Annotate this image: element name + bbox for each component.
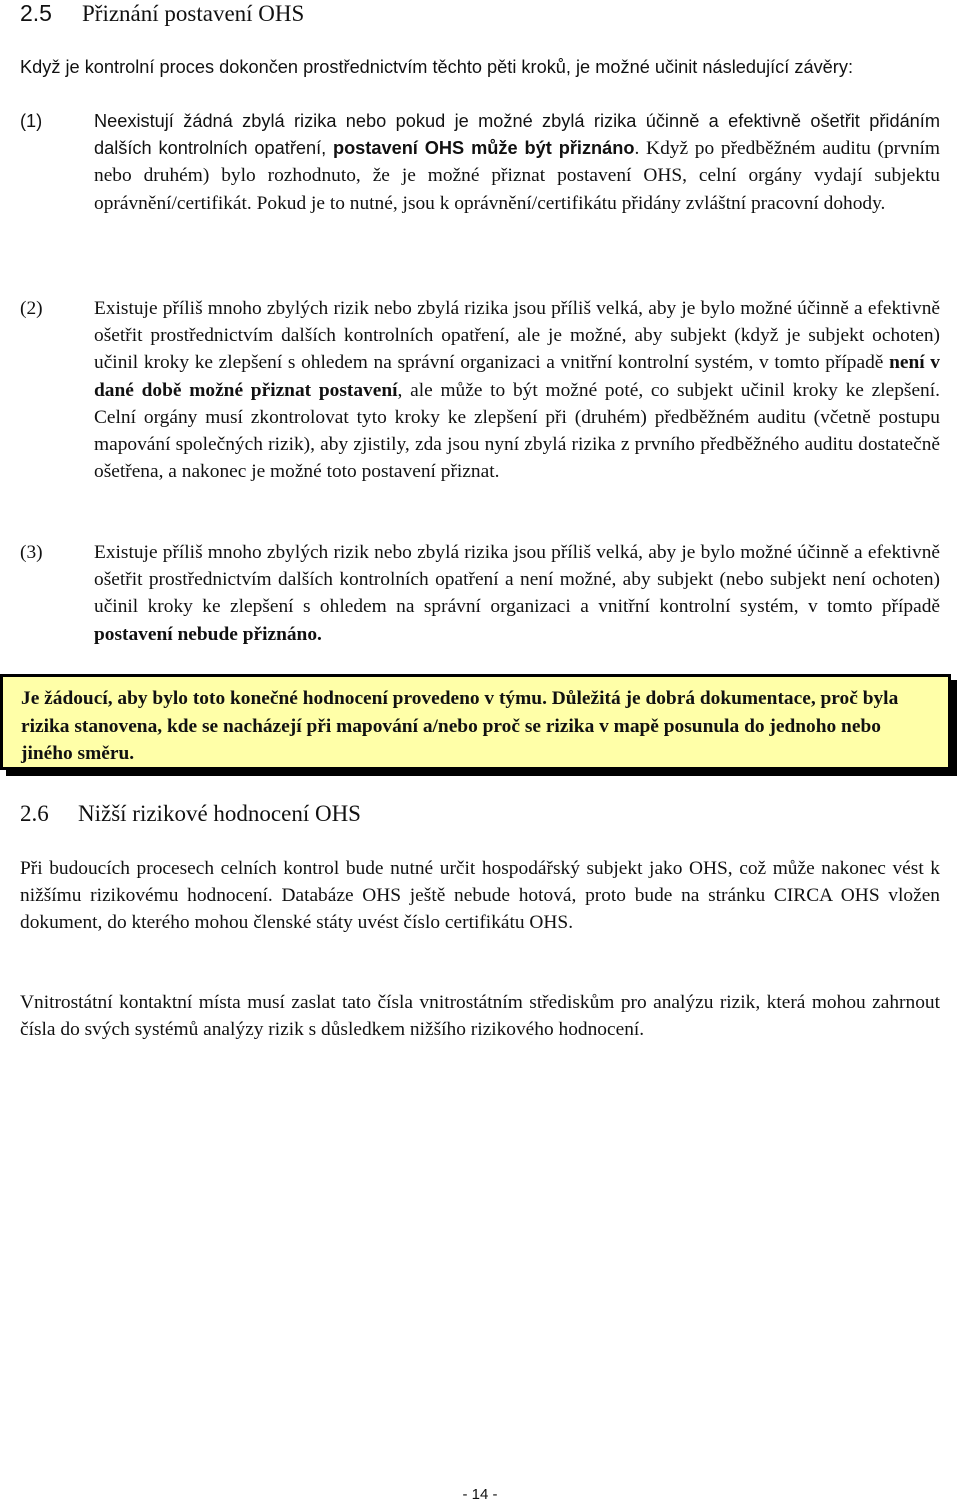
list-item-body: [94, 108, 940, 217]
list-item-2: [20, 295, 940, 485]
intro-paragraph: Když je kontrolní proces dokončen prostřednictvím těchto pěti kroků, je možné učinit následující závěry:: [20, 57, 853, 77]
list-marker: (2): [20, 298, 43, 319]
list-item-text: Existuje příliš mnoho zbylých rizik nebo zbylá rizika jsou příliš velká, aby je bylo možné účinně a efektivně ošetřit prostřednictvím dalších kontrolních opatření a není možné, aby subjekt (nebo subjekt není ochoten) učinil kroky ke zlepšení s ohledem na správní organizaci a vnitřní kontrolní systém, v tomto případě: [94, 542, 940, 618]
list-item-bold-text: není v dané době možné přiznat postavení: [94, 352, 940, 401]
list-item-bold-text: postavení nebude přiznáno.: [94, 623, 322, 645]
section-number: 2.5: [20, 0, 52, 26]
section-number: 2.6: [20, 801, 49, 826]
list-item-text-end: , ale může to být možné poté, co subjekt učinil kroky ke zlepšení. Celní orgány musí zkontrolovat tyto kroky ke zlepšení při (druhém) předběžném auditu (včetně postupu mapování společných rizik), aby zjistily, zda jsou nyní zbylá rizika z prvního předběžného auditu dostatečně ošetřena, a nakonec je možné toto postavení přiznat.: [94, 379, 940, 483]
paragraph-2: Vnitrostátní kontaktní místa musí zaslat tato čísla vnitrostátním střediskům pro analýzu rizik, která mohou zahrnout čísla do svých systémů analýzy rizik s důsledkem nižšího rizikového hodnocení.: [20, 992, 940, 1041]
list-item-body: [94, 539, 940, 648]
list-item-text: Neexistují žádná zbylá rizika nebo pokud je možné zbylá rizika účinně a efektivně ošetřit přidáním dalších kontrolních opatření,: [94, 111, 940, 159]
highlight-callout-box: Je žádoucí, aby bylo toto konečné hodnocení provedeno v týmu. Důležitá je dobrá dokumentace, proč byla rizika stanovena, kde se nacházejí při mapování a/nebo proč se rizika v mapě posunula do jednoho nebo jiného směru.: [0, 674, 951, 770]
list-item-3: [20, 539, 940, 648]
list-item-body: [94, 295, 940, 485]
list-marker: (3): [20, 542, 43, 563]
section-title: Přiznání postavení OHS: [82, 1, 305, 26]
list-item-1: [20, 108, 940, 217]
section-heading-2-6: [20, 801, 361, 827]
list-item-text-end: . Když po předběžném auditu (prvním nebo druhém) bylo rozhodnuto, že je možné přiznat postavení OHS, celní orgány vydají subjektu oprávnění/certifikát. Pokud je to nutné, jsou k oprávnění/certifikátu přidány zvláštní pracovní dohody.: [94, 138, 940, 214]
section-title: Nižší rizikové hodnocení OHS: [78, 801, 361, 826]
list-item-text: Existuje příliš mnoho zbylých rizik nebo zbylá rizika jsou příliš velká, aby je bylo možné účinně a efektivně ošetřit prostřednictvím dalších kontrolních opatření, ale je možné, aby subjekt (když je subjekt ochoten) učinil kroky ke zlepšení s ohledem na správní organizaci a vnitřní kontrolní systém, v tomto případě: [94, 298, 940, 374]
page-number: - 14 -: [462, 1486, 498, 1503]
section-heading-2-5: [20, 0, 304, 27]
paragraph-1: Při budoucích procesech celních kontrol bude nutné určit hospodářský subjekt jako OHS, což může nakonec vést k nižšímu rizikovému hodnocení. Databáze OHS ještě nebude hotová, proto bude na stránku CIRCA OHS vložen dokument, do kterého mohou členské státy uvést číslo certifikátu OHS.: [20, 858, 940, 934]
list-marker: (1): [20, 111, 43, 131]
list-item-bold-text: postavení OHS může být přiznáno: [332, 138, 635, 159]
